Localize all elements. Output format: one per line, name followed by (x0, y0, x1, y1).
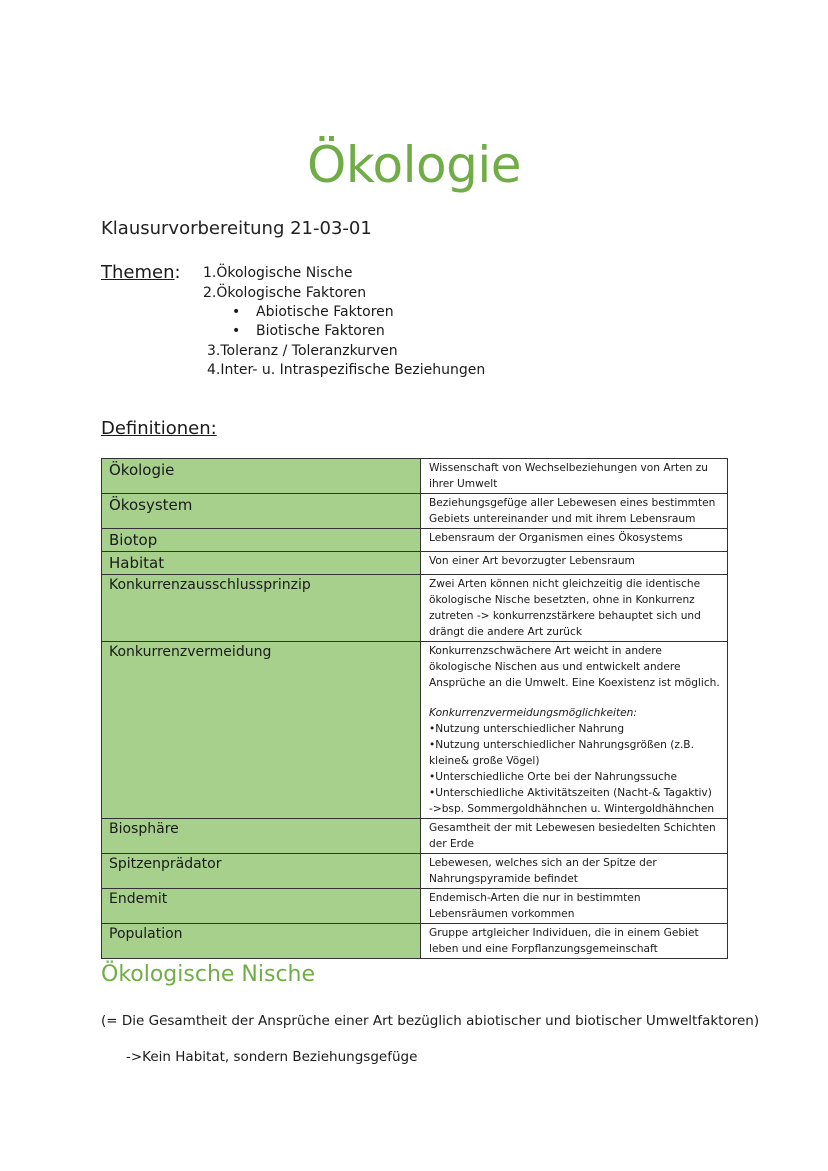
themen-label (101, 262, 181, 283)
page-title: Ökologie (307, 136, 521, 194)
table-row (102, 529, 728, 552)
section-note: ->Kein Habitat, sondern Beziehungsgefüge (126, 1049, 418, 1065)
themen-label-text: Themen (101, 262, 175, 283)
table-row (102, 819, 728, 854)
table-row (102, 889, 728, 924)
topic-subitem-label: Biotische Faktoren (256, 323, 385, 339)
definition-term: Konkurrenzausschlussprinzip (102, 575, 421, 642)
table-row (102, 924, 728, 959)
definition-subheading: Konkurrenzvermeidungsmöglichkeiten: (429, 707, 637, 719)
definition-text: Lebensraum der Organismen eines Ökosystems (421, 529, 728, 552)
definition-text: Endemisch-Arten die nur in bestimmten Lebensräumen vorkommen (421, 889, 728, 924)
definition-term: Biosphäre (102, 819, 421, 854)
definition-text: Wissenschaft von Wechselbeziehungen von Arten zu ihrer Umwelt (421, 459, 728, 494)
definitions-heading: Definitionen: (101, 418, 217, 439)
definition-text: Konkurrenzschwächere Art weicht in andere ökologische Nischen aus und entwickelt andere Ansprüche an die Umwelt. Eine Koexistenz ist möglich. (429, 645, 720, 689)
topic-item: 3.Toleranz / Toleranzkurven (207, 343, 398, 359)
table-row (102, 575, 728, 642)
definition-subitem: •Nutzung unterschiedlicher Nahrungsgrößen (z.B. kleine& große Vögel) (429, 739, 694, 767)
definition-text: Gesamtheit der mit Lebewesen besiedelten Schichten der Erde (421, 819, 728, 854)
definition-term: Konkurrenzvermeidung (102, 642, 421, 819)
definition-term: Ökologie (102, 459, 421, 494)
topic-subitem (232, 323, 385, 339)
themen-label-colon: : (174, 262, 181, 283)
definition-text: Gruppe artgleicher Individuen, die in einem Gebiet leben und eine Forpflanzungsgemeinschaft (421, 924, 728, 959)
topic-item: 4.Inter- u. Intraspezifische Beziehungen (207, 362, 486, 378)
section-paragraph: (= Die Gesamtheit der Ansprüche einer Art bezüglich abiotischer und biotischer Umweltfaktoren) (101, 1013, 760, 1029)
table-row (102, 494, 728, 529)
section-heading: Ökologische Nische (101, 962, 316, 987)
definition-text: Von einer Art bevorzugter Lebensraum (421, 552, 728, 575)
subtitle: Klausurvorbereitung 21-03-01 (101, 218, 372, 239)
definition-subitem: ->bsp. Sommergoldhähnchen u. Wintergoldhähnchen (429, 803, 715, 815)
definition-term: Habitat (102, 552, 421, 575)
definition-cell (421, 642, 728, 819)
table-row (102, 459, 728, 494)
table-row (102, 552, 728, 575)
definition-text: Zwei Arten können nicht gleichzeitig die identische ökologische Nische besetzten, ohne in Konkurrenz zutreten -> konkurrenzstärkere behauptet sich und drängt die andere Art zurück (421, 575, 728, 642)
definition-subitem: •Unterschiedliche Aktivitätszeiten (Nacht-& Tagaktiv) (429, 787, 712, 799)
definitions-table (101, 458, 728, 959)
topic-item: 2.Ökologische Faktoren (203, 285, 367, 301)
topic-item: 1.Ökologische Nische (203, 265, 353, 281)
definition-term: Ökosystem (102, 494, 421, 529)
definition-term: Spitzenprädator (102, 854, 421, 889)
table-row (102, 642, 728, 819)
definition-term: Population (102, 924, 421, 959)
definition-subitem: •Nutzung unterschiedlicher Nahrung (429, 723, 625, 735)
definition-subitem: •Unterschiedliche Orte bei der Nahrungssuche (429, 771, 677, 783)
definition-term: Biotop (102, 529, 421, 552)
definition-text: Lebewesen, welches sich an der Spitze der Nahrungspyramide befindet (421, 854, 728, 889)
bullet-icon: • (232, 323, 241, 339)
table-row (102, 854, 728, 889)
topic-subitem (232, 304, 394, 320)
spacer (429, 691, 721, 705)
definition-text: Beziehungsgefüge aller Lebewesen eines bestimmten Gebiets untereinander und mit ihrem Lebensraum (421, 494, 728, 529)
topic-subitem-label: Abiotische Faktoren (256, 304, 394, 320)
bullet-icon: • (232, 304, 241, 320)
definition-term: Endemit (102, 889, 421, 924)
